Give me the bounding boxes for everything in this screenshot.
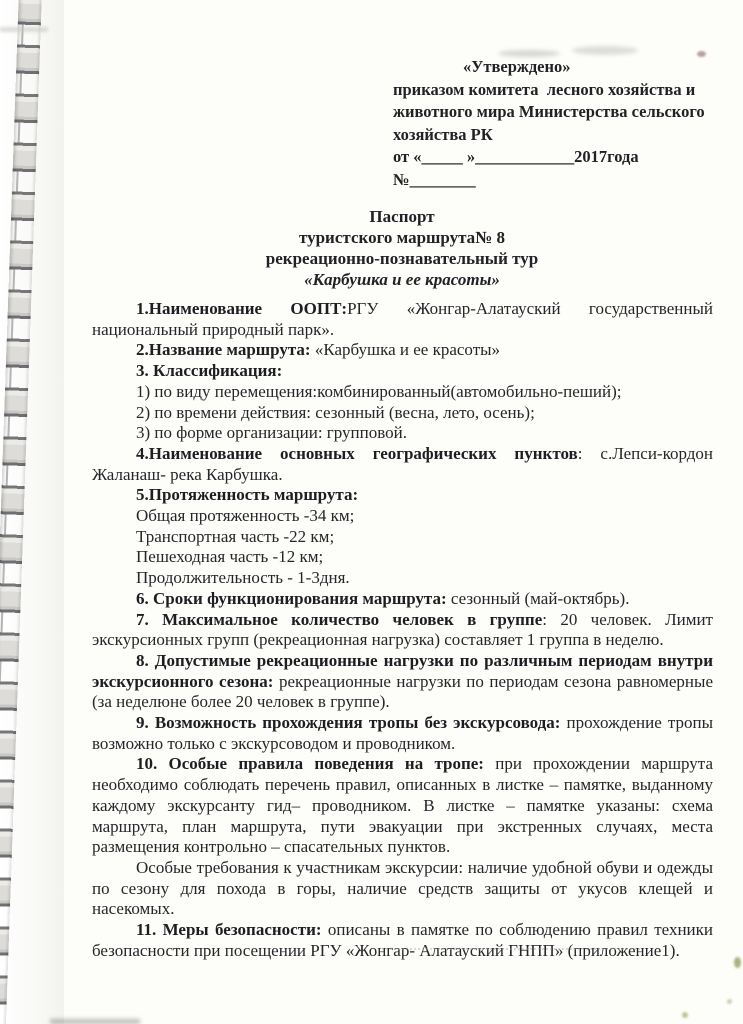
paragraph-text: 3) по форме организации: групповой. xyxy=(136,423,408,443)
paragraph-text: при прохождении маршрута необходимо соблюдать перечень правил, описанных в листке – памятке, выданному каждому экскурсанту гид– проводником. В листке – памятке указаны: схема маршрута, план маршрута, пути эвакуации при экстренных случаях, места размещения контрольно – спасательных пунктов. xyxy=(92,754,713,857)
approval-line: №________ xyxy=(393,169,476,189)
paragraph xyxy=(92,506,713,527)
paragraph xyxy=(92,485,713,506)
paragraph xyxy=(92,651,713,713)
approval-line: хозяйства РК xyxy=(393,124,493,144)
paragraph xyxy=(92,299,713,340)
paragraph-heading-text: 6. Сроки функционирования маршрута: xyxy=(136,588,447,608)
paragraph-text: рекреационные нагрузки по периодам сезона равномерные (за неделюне более 20 человек в группе). xyxy=(92,671,713,712)
paragraph xyxy=(92,754,713,858)
paragraph-heading-text: 2.Название маршрута: xyxy=(136,340,311,360)
paragraph-text: прохождение тропы возможно только с экскурсоводом и проводником. xyxy=(92,713,713,753)
paragraph xyxy=(92,423,713,444)
paragraph-heading-text: 8. Допустимые рекреационные нагрузки по различным периодам внутри экскурсионного сезона: xyxy=(92,650,713,691)
paragraph xyxy=(92,547,713,568)
approval-block xyxy=(393,56,723,192)
route-title xyxy=(90,206,714,290)
paragraph xyxy=(92,858,713,920)
paragraph-text: Общая протяженность -34 км; xyxy=(136,506,355,526)
paragraph xyxy=(92,713,713,754)
paragraph xyxy=(92,340,713,361)
paragraph-heading-text: 3. Классификация: xyxy=(136,361,283,381)
paragraph-text: «Карбушка и ее красоты» xyxy=(310,340,501,360)
scan-speck xyxy=(727,999,732,1004)
paragraph xyxy=(92,920,713,961)
paragraph xyxy=(92,527,713,548)
paragraph-heading-text: 4.Наименование основных географических пунктов xyxy=(136,443,578,463)
scan-speck xyxy=(682,1012,688,1018)
document-body xyxy=(92,299,713,962)
paragraph xyxy=(92,568,713,589)
paragraph-heading-text: 11. Меры безопасности: xyxy=(136,920,322,940)
paragraph-text: : 20 человек. Лимит экскурсионных групп (рекреационная нагрузка) составляет 1 группа в неделю. xyxy=(92,609,713,650)
scan-smudge xyxy=(572,46,638,55)
paragraph-heading-text: 10. Особые правила поведения на тропе: xyxy=(136,754,484,774)
paragraph-text: описаны в памятке по соблюдению правил техники безопасности при посещении РГУ «Жонгар- Алатауский ГНПП» (приложение1). xyxy=(92,920,714,960)
paragraph-heading-text: 9. Возможность прохождения тропы без экскурсовода: xyxy=(136,713,561,733)
paragraph-text: РГУ «Жонгар-Алатауский государственный национальный природный парк». xyxy=(92,299,713,339)
paragraph-heading-text: 1.Наименование ООПТ: xyxy=(136,299,348,318)
paragraph-text: : с.Лепси-кордон Жаланаш- река Карбушка. xyxy=(92,443,713,484)
approval-line: приказом комитета лесного хозяйства и xyxy=(393,79,696,99)
title-line: рекреационно-познавательный тур xyxy=(265,249,539,268)
paragraph xyxy=(92,403,713,424)
paragraph-heading-text: 5.Протяженность маршрута: xyxy=(136,485,359,505)
title-line: туристского маршрута№ 8 xyxy=(298,228,506,247)
paragraph xyxy=(92,444,713,485)
approval-line: от «_____ »____________2017года xyxy=(393,147,639,167)
title-line: «Карбушка и ее красоты» xyxy=(304,270,500,289)
approval-line: «Утверждено» xyxy=(463,57,571,76)
paragraph-text: Пешеходная часть -12 км; xyxy=(136,547,324,567)
paragraph-text: Продолжительность - 1-3дня. xyxy=(136,568,350,588)
paragraph-heading-text: 7. Максимальное количество человек в группе xyxy=(136,609,543,629)
paragraph-text: Особые требования к участникам экскурсии: наличие удобной обуви и одежды по сезону для похода в горы, наличие средств защиты от укусов клещей и насекомых. xyxy=(92,857,713,919)
paragraph-text: Транспортная часть -22 км; xyxy=(136,526,335,546)
paragraph xyxy=(92,361,713,382)
paragraph xyxy=(92,589,713,610)
approval-line: животного мира Министерства сельского xyxy=(393,102,705,122)
paragraph-text: сезонный (май-октябрь). xyxy=(446,588,630,608)
paragraph-text: 1) по виду перемещения:комбинированный(автомобильно-пеший); xyxy=(136,381,622,401)
title-line: Паспорт xyxy=(369,207,435,226)
paragraph-text: 2) по времени действия: сезонный (весна, лето, осень); xyxy=(136,402,535,422)
paragraph xyxy=(92,382,713,403)
paragraph xyxy=(92,610,713,651)
scan-speck xyxy=(734,957,741,968)
